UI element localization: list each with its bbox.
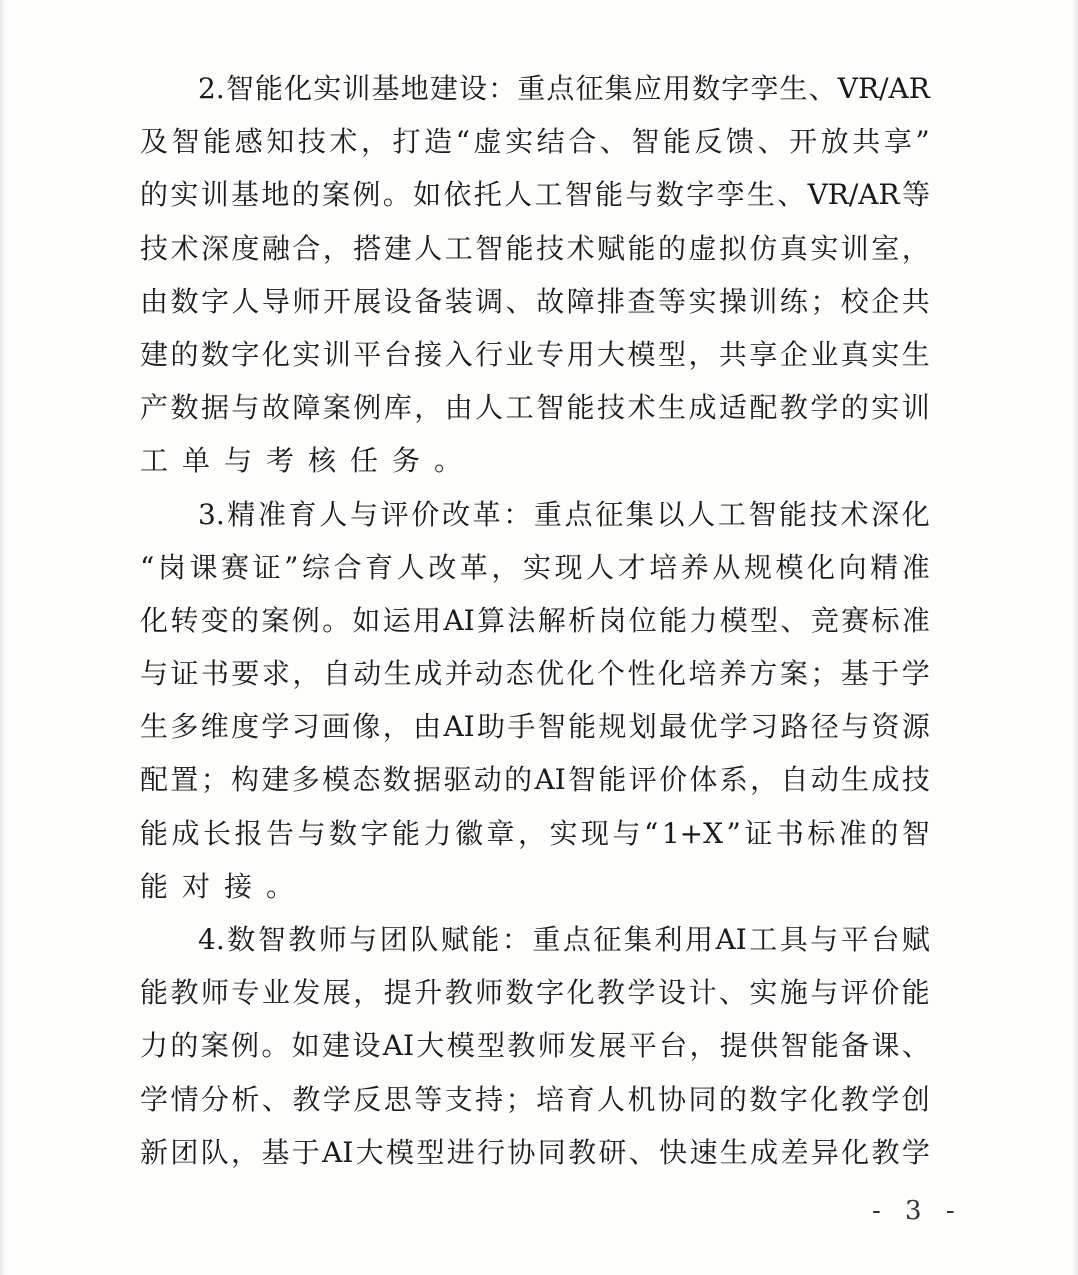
text-line: “ 岗 课 赛 证 ” 综 合 育 人 改 革 ， 实 现 人 才 培 养 从 规 模 化 向 精 准 bbox=[140, 550, 930, 584]
page-edge-right bbox=[1072, 0, 1078, 1275]
text-line: 产 数 据 与 故 障 案 例 库 ， 由 人 工 智 能 技 术 生 成 适 配 教 学 的 实 训 bbox=[140, 391, 930, 425]
text-line: 生 多 维 度 学 习 画 像 ， 由 AI 助 手 智 能 规 划 最 优 学 习 路 径 与 资 源 bbox=[140, 710, 930, 744]
text-line: 能 教 师 专 业 发 展 ， 提 升 教 师 数 字 化 教 学 设 计 、 实 施 与 评 价 能 bbox=[140, 976, 930, 1010]
page-number: - 3 - bbox=[872, 1196, 963, 1226]
text-line: 化 转 变 的 案 例 。 如 运 用 AI 算 法 解 析 岗 位 能 力 模 型 、 竞 赛 标 准 bbox=[140, 603, 930, 637]
text-line: 能对接。 bbox=[140, 869, 309, 903]
text-line: 学 情 分 析 、 教 学 反 思 等 支 持 ； 培 育 人 机 协 同 的 数 字 化 教 学 创 bbox=[140, 1082, 930, 1116]
text-line: 能 成 长 报 告 与 数 字 能 力 徽 章 ， 实 现 与 “ 1+X ” 证 书 标 准 的 智 bbox=[140, 816, 930, 850]
text-line: 新 团 队 ， 基 于 AI 大 模 型 进 行 协 同 教 研 、 快 速 生 成 差 异 化 教 学 bbox=[140, 1135, 930, 1169]
text-line: 建 的 数 字 化 实 训 平 台 接 入 行 业 专 用 大 模 型 ， 共 享 企 业 真 实 生 bbox=[140, 337, 930, 371]
body-text bbox=[140, 62, 940, 1179]
text-line: 2. 智 能 化 实 训 基 地 建 设 ： 重 点 征 集 应 用 数 字 孪 生 、 VR/AR bbox=[198, 72, 930, 105]
text-line: 的 实 训 基 地 的 案 例 。 如 依 托 人 工 智 能 与 数 字 孪 生 、 VR/AR 等 bbox=[140, 178, 930, 212]
text-line: 工单与考核任务。 bbox=[140, 444, 477, 478]
text-line: 与 证 书 要 求 ， 自 动 生 成 并 动 态 优 化 个 性 化 培 养 方 案 ； 基 于 学 bbox=[140, 657, 930, 691]
text-line: 及 智 能 感 知 技 术 ， 打 造 “ 虚 实 结 合 、 智 能 反 馈 、 开 放 共 享 ” bbox=[140, 125, 930, 159]
text-line: 配 置 ； 构 建 多 模 态 数 据 驱 动 的 AI 智 能 评 价 体 系 ， 自 动 生 成 技 bbox=[140, 763, 930, 797]
text-line: 技 术 深 度 融 合 ， 搭 建 人 工 智 能 技 术 赋 能 的 虚 拟 仿 真 实 训 室 ， bbox=[140, 231, 930, 265]
text-line: 3. 精 准 育 人 与 评 价 改 革 ： 重 点 征 集 以 人 工 智 能 技 术 深 化 bbox=[198, 497, 930, 531]
text-line: 由 数 字 人 导 师 开 展 设 备 装 调 、 故 障 排 查 等 实 操 训 练 ； 校 企 共 bbox=[140, 284, 930, 318]
page-edge-left bbox=[0, 0, 6, 1275]
text-line: 力 的 案 例 。 如 建 设 AI 大 模 型 教 师 发 展 平 台 ， 提 供 智 能 备 课 、 bbox=[140, 1029, 930, 1063]
text-line: 4. 数 智 教 师 与 团 队 赋 能 ： 重 点 征 集 利 用 AI 工 具 与 平 台 赋 bbox=[198, 923, 930, 956]
